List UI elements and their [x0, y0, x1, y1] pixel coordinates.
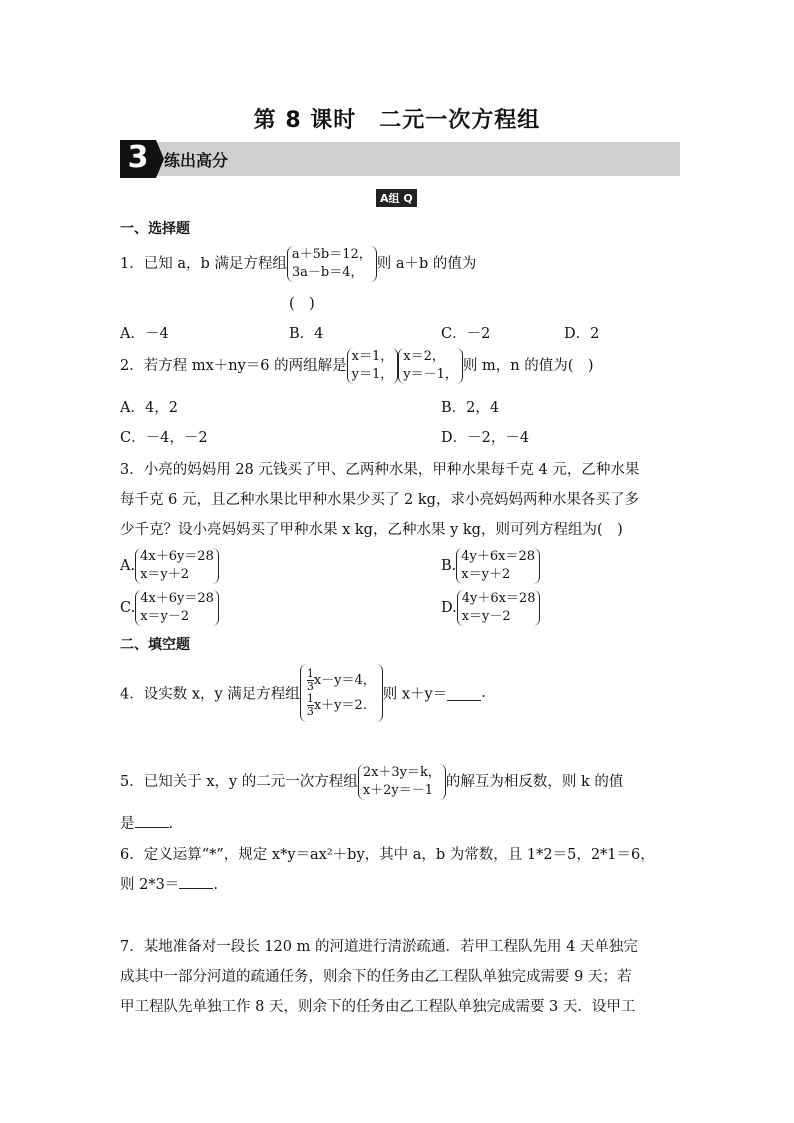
q1-option-b: B．4 [289, 326, 324, 342]
q2-s1b: y＝1， [351, 367, 394, 382]
q7-line-3: 甲工程队先单独工作 8 天，则余下的任务由乙工程队单独完成需要 3 天．设甲工 [120, 999, 636, 1015]
question-1 [120, 246, 476, 282]
q5-stem: 5．已知关于 x，y 的二元一次方程组 [120, 774, 358, 790]
q6-line-1: 6．定义运算“*”，规定 x*y＝ax²＋by，其中 a，b 为常数，且 1*2＝5，2*1＝6， [120, 847, 655, 863]
q4-system [300, 664, 383, 722]
q3-line-3: 少千克？设小亮妈妈买了甲种水果 x kg，乙种水果 y kg，则可列方程组为( ) [120, 522, 623, 538]
banner-text: 练出高分 [164, 151, 229, 170]
q6-end: . [213, 877, 218, 893]
q1-eq2: 3a－b＝4， [291, 265, 364, 280]
q2-s2b: y＝－1， [403, 367, 458, 382]
q4-end: . [481, 685, 486, 701]
q3-a1: 4x＋6y＝28 [140, 549, 214, 564]
q4-stem: 4．设实数 x，y 满足方程组 [120, 686, 300, 703]
q5-end: . [168, 816, 174, 832]
q2-stem: 2．若方程 mx＋ny＝6 的两组解是 [120, 358, 347, 374]
q3-line-2: 每千克 6 元，且乙种水果比甲种水果少买了 2 kg，求小亮妈妈两种水果各买了多 [120, 492, 639, 508]
q3-d-system [457, 590, 541, 626]
question-4 [120, 664, 486, 722]
q2-option-d: D．－2，－4 [441, 430, 530, 446]
q2-stem-post: 则 m，n 的值为( ) [462, 358, 594, 374]
q3-c-label: C. [120, 600, 136, 616]
q3-option-c [120, 590, 219, 626]
q4-stem-post: 则 x＋y＝ [382, 686, 448, 703]
q6-line2-pre: 则 2*3＝ [120, 877, 180, 893]
q3-a-system [135, 548, 219, 584]
q3-d1: 4y＋6x＝28 [461, 591, 536, 606]
q3-d-label: D. [441, 600, 457, 616]
q1-paren: ( ) [289, 296, 315, 312]
q3-a2: x＝y＋2 [140, 567, 190, 582]
q6-line-2 [120, 873, 218, 894]
q4-frac-num-1: 1 [306, 667, 314, 680]
q3-line-1: 3．小亮的妈妈用 28 元钱买了甲、乙两种水果，甲种水果每千克 4 元，乙种水果 [120, 462, 640, 478]
q4-eq1: x－y＝4， [313, 673, 376, 688]
q5-line2-pre: 是 [120, 816, 135, 832]
question-2 [120, 348, 594, 384]
q1-option-a: A．－4 [120, 326, 169, 342]
q5-system [358, 764, 446, 800]
q4-eq2: x＋y＝2. [313, 698, 367, 713]
q3-option-a [120, 548, 219, 584]
q1-option-c: C．－2 [441, 326, 491, 342]
q3-b-system [456, 548, 540, 584]
q1-eq1: a＋5b＝12， [291, 247, 372, 262]
section-choice: 一、选择题 [120, 221, 190, 237]
question-5 [120, 764, 623, 800]
q3-b2: x＝y＋2 [461, 567, 511, 582]
q2-option-b: B．2，4 [441, 400, 500, 416]
q2-system-1 [347, 348, 399, 384]
q3-b-label: B. [441, 558, 457, 574]
q2-option-c: C．－4，－2 [120, 430, 208, 446]
q4-frac-2 [307, 693, 314, 718]
q4-blank[interactable] [447, 686, 481, 701]
banner-badge: 3 [120, 140, 156, 178]
q5-eq1: 2x＋3y＝k， [362, 765, 441, 780]
q3-b1: 4y＋6x＝28 [461, 549, 536, 564]
q5-eq2: x＋2y＝－1 [362, 783, 434, 798]
q5-line-2 [120, 812, 173, 833]
q3-c1: 4x＋6y＝28 [140, 591, 214, 606]
q3-d2: x＝y－2 [461, 609, 511, 624]
q7-line-1: 7．某地准备对一段长 120 m 的河道进行清淤疏通．若甲工程队先用 4 天单独完 [120, 939, 638, 955]
q3-c2: x＝y－2 [140, 609, 190, 624]
q4-frac-den-1: 3 [306, 680, 314, 693]
q4-frac-1 [307, 668, 314, 693]
section-fill: 二、填空题 [120, 637, 190, 653]
page-title: 第 8 课时 二元一次方程组 [253, 108, 541, 133]
q2-s2a: x＝2， [403, 349, 445, 364]
q2-s1a: x＝1， [351, 349, 394, 364]
q3-option-b [441, 548, 540, 584]
q2-option-a: A．4，2 [120, 400, 178, 416]
q7-line-2: 成其中一部分河道的疏通任务，则余下的任务由乙工程队单独完成需要 9 天；若 [120, 969, 632, 985]
q4-frac-den-2: 3 [306, 705, 314, 718]
q1-system [287, 246, 377, 282]
q3-a-label: A. [120, 558, 136, 574]
q6-blank[interactable] [179, 874, 213, 889]
q5-stem-post: 的解互为相反数，则 k 的值 [445, 774, 624, 790]
group-label: A组 Q [376, 189, 417, 207]
q3-option-d [441, 590, 540, 626]
q1-option-d: D．2 [564, 326, 600, 342]
q5-blank[interactable] [135, 813, 169, 828]
q4-frac-num-2: 1 [306, 692, 314, 705]
q3-c-system [135, 590, 219, 626]
q1-stem: 1．已知 a，b 满足方程组 [120, 256, 287, 272]
q1-stem-post: 则 a＋b 的值为 [376, 256, 477, 272]
q2-system-2 [398, 348, 463, 384]
